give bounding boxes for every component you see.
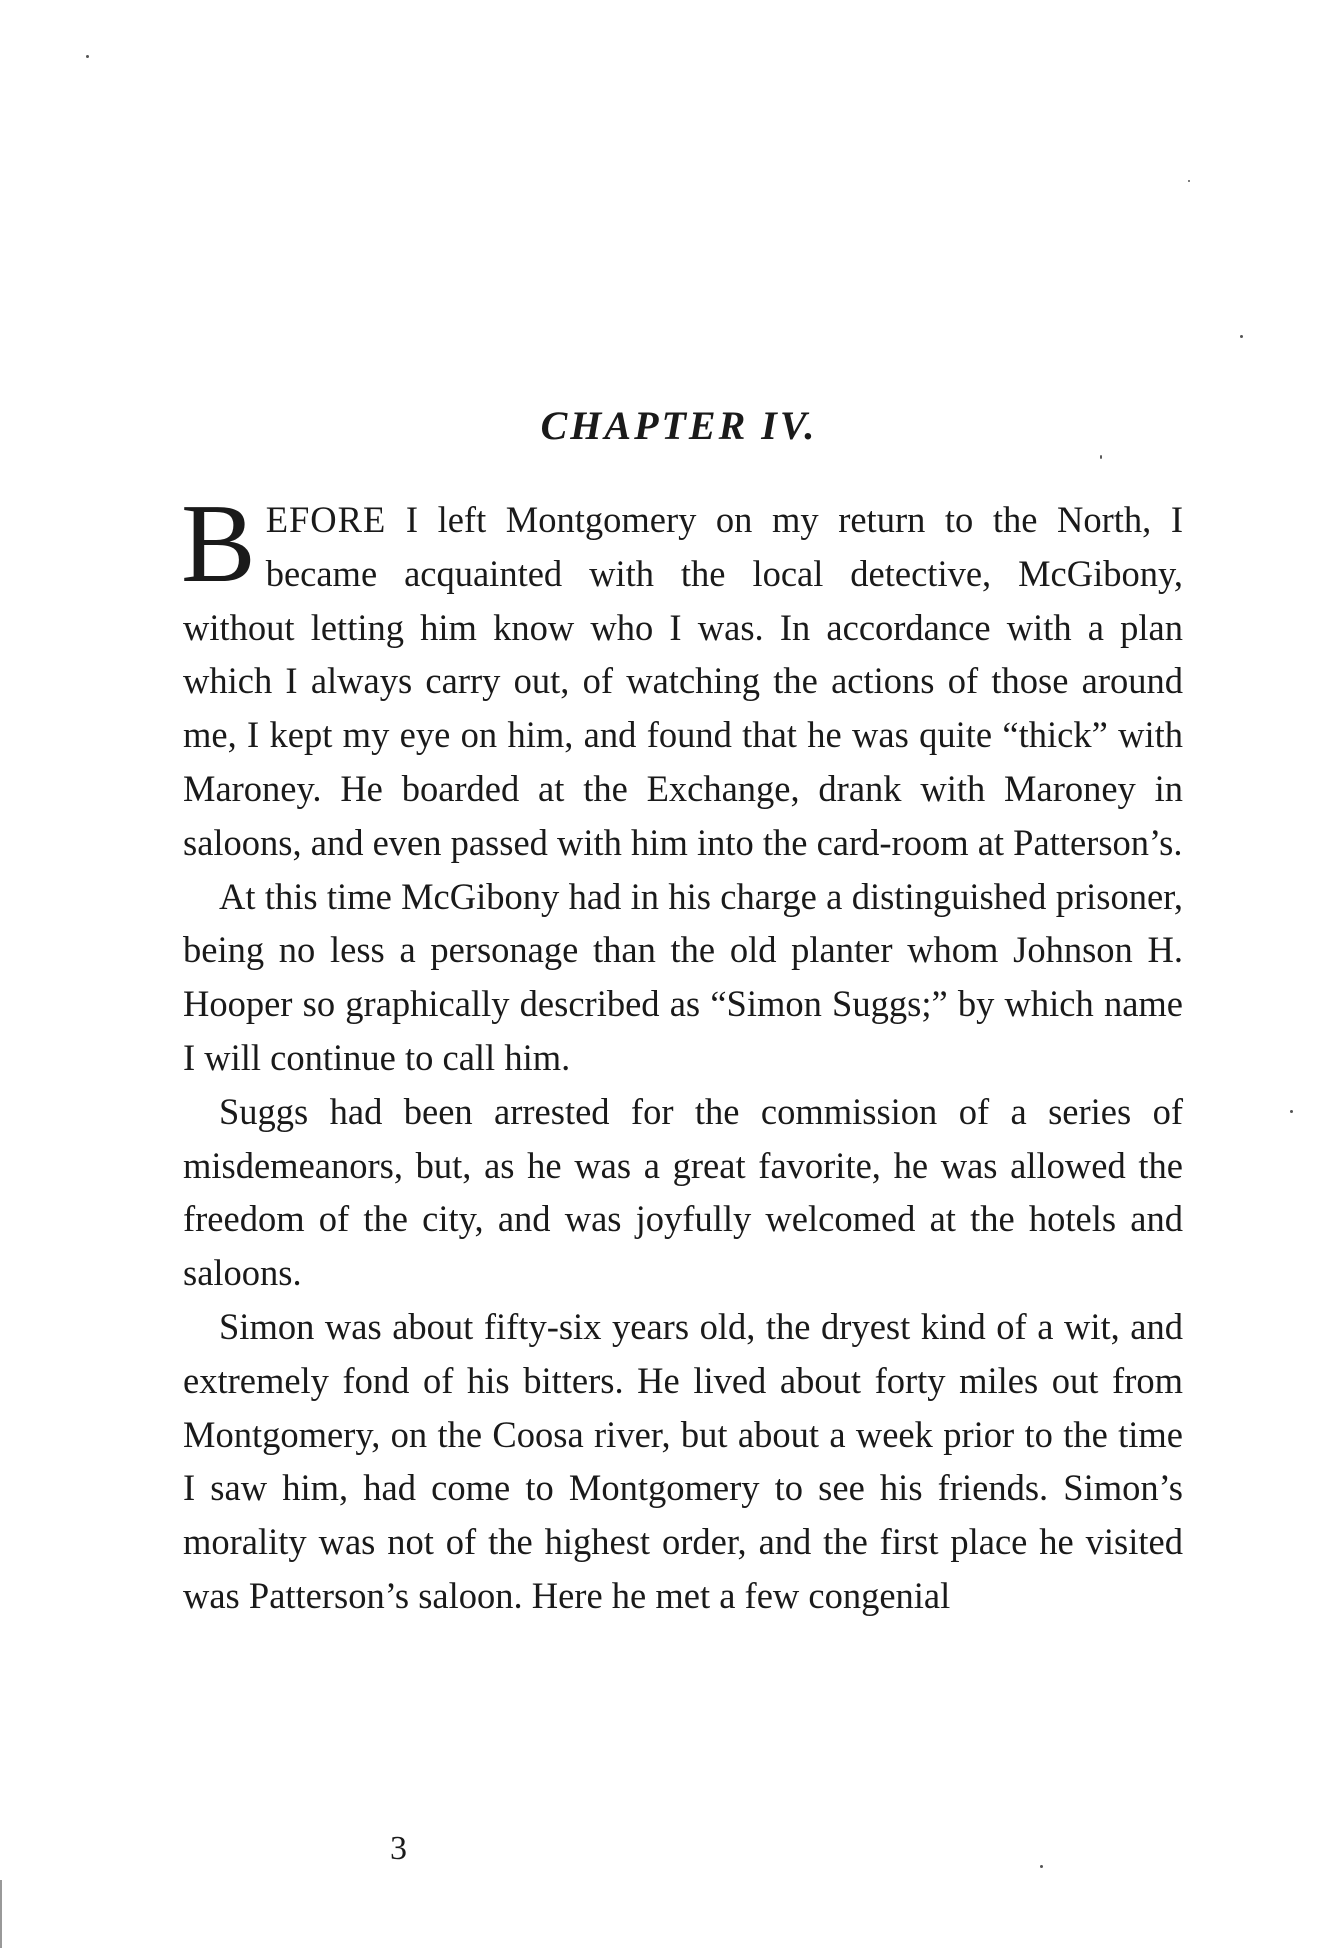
scan-speck <box>1188 180 1190 182</box>
scan-speck <box>1290 1110 1293 1113</box>
body-text <box>181 482 1183 1623</box>
paragraph-4: Simon was about fifty-six years old, the dryest kind of a wit, and extremely fond of his bitters. He lived about forty miles out from Montgomery, on the Coosa river, but about a week prior to the time I saw him, had come to Montgomery to see his friends. Simon’s morality was not of the highest order, and the first place he visited was Patterson’s saloon. Here he met a few congenial <box>183 1305 1183 1616</box>
drop-cap: B <box>181 482 256 606</box>
paragraph-1-text: I left Montgomery on my return to the North, I became acquainted with the local detective, McGibony, without letting him know who I was. In accordance with a plan which I always carry out, of watching the actions of those around me, I kept my eye on him, and found that he was quite “thick” with Maroney. He boarded at the Exchange, drank with Maroney in saloons, and even passed with him into the card-room at Patterson’s. <box>183 499 1183 863</box>
scan-speck <box>1240 335 1243 338</box>
chapter-heading: CHAPTER IV. <box>540 403 818 448</box>
scan-speck <box>1040 1865 1043 1868</box>
paragraph-3: Suggs had been arrested for the commission of a series of misdemeanors, but, as he was a great favorite, he was allowed the freedom of the city, and was joyfully welcomed at the hotels and saloons. <box>183 1090 1183 1294</box>
page-number: 3 <box>390 1830 407 1867</box>
scan-speck <box>86 55 89 58</box>
scan-speck <box>1100 455 1102 459</box>
opening-word: EFORE <box>265 499 387 540</box>
scan-edge <box>0 1880 2 1948</box>
paragraph-2: At this time McGibony had in his charge a distinguished prisoner, being no less a personage than the old planter whom Johnson H. Hooper so graphically described as “Simon Suggs;” by which name I will continue to call him. <box>183 875 1183 1078</box>
paragraph-1 <box>181 482 1183 870</box>
